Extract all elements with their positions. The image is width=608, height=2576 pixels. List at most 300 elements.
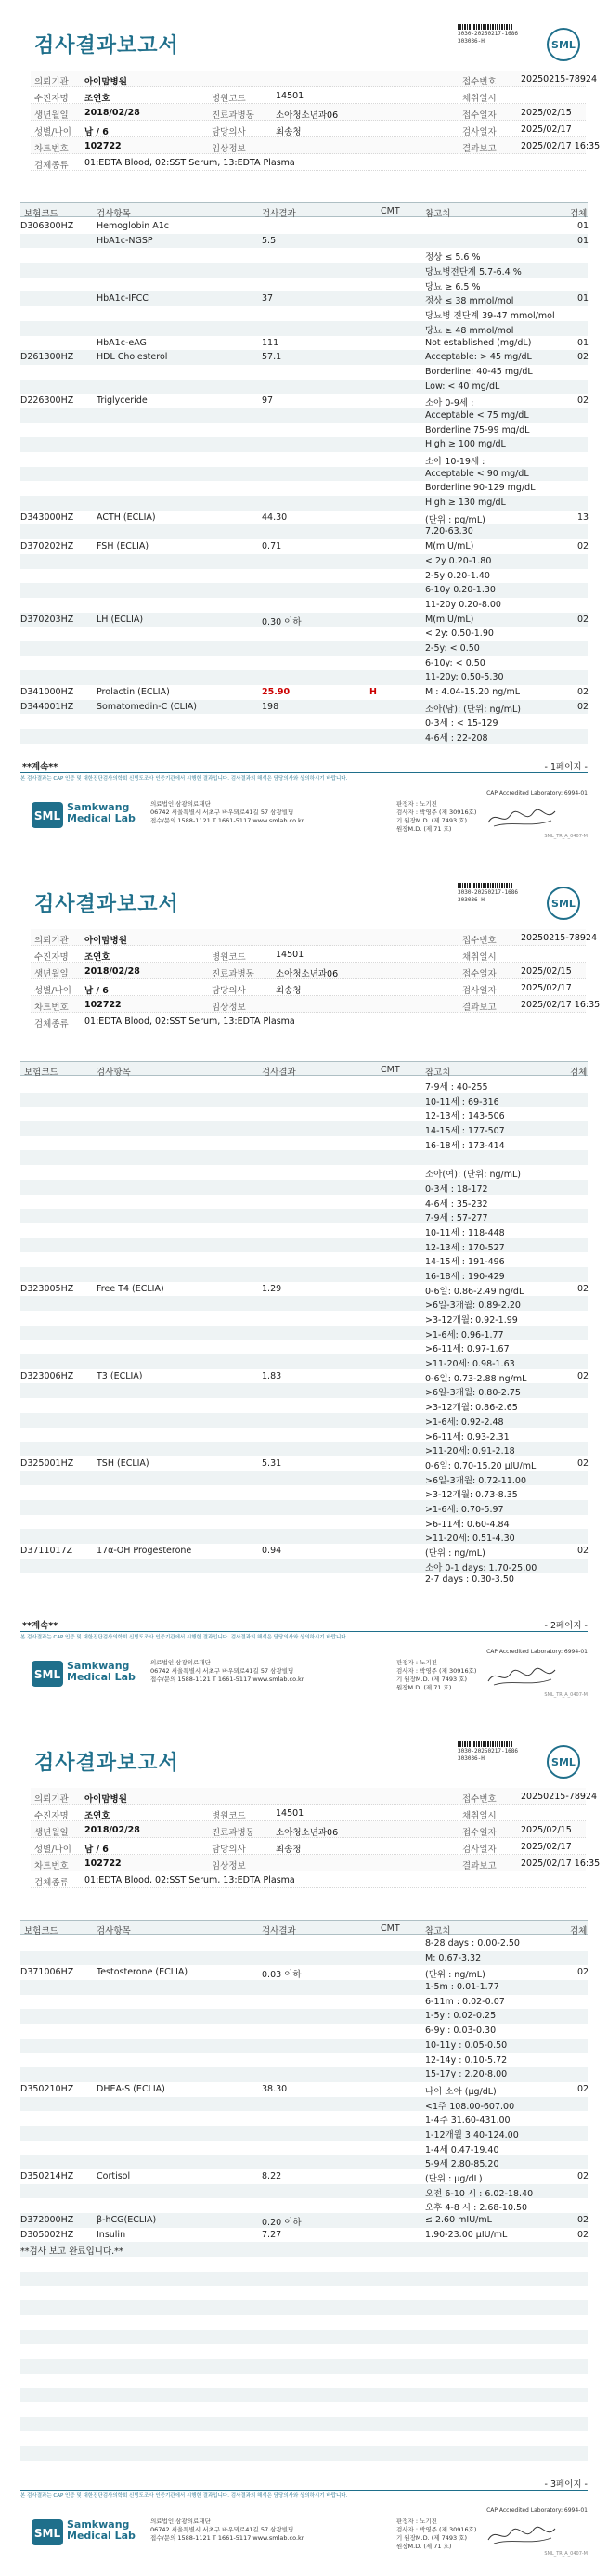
clinical-label: 임상정보: [212, 1003, 246, 1013]
patient-info: [31, 1788, 601, 1888]
reference-range: >6-11세: 0.97-1.67: [425, 1344, 510, 1355]
test-result: 0.71: [262, 541, 282, 552]
reference-range: 15-17y : 2.20-8.00: [425, 2069, 508, 2080]
signature-icon: [485, 806, 559, 830]
table-row: [20, 2286, 588, 2301]
reference-range: Acceptable < 90 mg/dL: [425, 468, 529, 479]
table-row: [20, 1340, 588, 1354]
result-label: 결과보고: [462, 1861, 497, 1871]
table-row: [20, 437, 588, 452]
svg-text:SML: SML: [33, 809, 61, 822]
table-row: [20, 2272, 588, 2286]
brand-line1: Samkwang: [67, 801, 130, 813]
table-row: [20, 2300, 588, 2315]
reference-range: 소아 0-1 days: 1.70-25.00: [425, 1562, 537, 1573]
table-row: [20, 2155, 588, 2169]
reference-range: 11-20y: 0.50-5.30: [425, 672, 504, 683]
results-table-header: [20, 1061, 588, 1076]
col-cmt: CMT: [381, 1923, 400, 1934]
dob-value: 2018/02/28: [84, 966, 140, 977]
reference-range: 나이 소아 (μg/dL): [425, 2086, 497, 2097]
dept-label: 진료과병동: [212, 969, 254, 979]
sign-line4: 원장M.D. (제 71 호): [396, 825, 452, 833]
addr-line2: 06742 서울특별시 서초구 바우뫼로41길 57 삼광빌딩: [150, 809, 294, 816]
accession-label: 접수번호: [462, 77, 497, 87]
reference-range: 12-13세 : 143-506: [425, 1111, 505, 1122]
specimen-code: 02: [577, 1370, 589, 1381]
table-row: [20, 2402, 588, 2417]
test-name: DHEA-S (ECLIA): [97, 2083, 165, 2094]
sml-logo-icon: SML: [547, 887, 580, 920]
footer-signers: [396, 1659, 476, 1692]
table-row: [20, 1180, 588, 1195]
dob-value: 2018/02/28: [84, 108, 140, 118]
footer-address: [150, 1659, 304, 1684]
table-row: [20, 2097, 588, 2112]
table-row: [20, 1223, 588, 1238]
specimen-value: 01:EDTA Blood, 02:SST Serum, 13:EDTA Plasma: [84, 1016, 295, 1027]
hospcode-value: 14501: [276, 91, 304, 101]
barcode-line2: 303036-H: [458, 897, 485, 903]
hospcode-label: 병원코드: [212, 952, 246, 963]
reference-range: (단위 : ng/mL): [425, 1970, 485, 1981]
org-value: 아이맘병원: [84, 936, 127, 946]
reference-range: >6일-3개월: 0.80-2.75: [425, 1388, 521, 1399]
info-row: [31, 104, 586, 121]
table-row: [20, 2126, 588, 2141]
sign-line4: 원장M.D. (제 71 호): [396, 1684, 452, 1691]
table-row: [20, 291, 588, 306]
table-row: [20, 219, 588, 234]
col-cmt: CMT: [381, 206, 400, 216]
barcode-line2: 303036-H: [458, 38, 485, 45]
org-label: 의뢰기관: [34, 936, 69, 946]
test-result: 37: [262, 293, 274, 304]
table-row: [20, 1136, 588, 1151]
table-row: [20, 2359, 588, 2374]
sign-line3: 기 원장M.D. (제 7493 호): [396, 1676, 468, 1683]
reference-range: 0-6일: 0.86-2.49 ng/dL: [425, 1286, 524, 1297]
doctor-label: 담당의사: [212, 1845, 246, 1855]
brand-line1: Samkwang: [67, 2518, 130, 2531]
table-row: [20, 496, 588, 511]
table-row: [20, 1965, 588, 1980]
dob-label: 생년월일: [34, 110, 69, 121]
reference-range: 16-18세 : 190-429: [425, 1271, 505, 1282]
report-title: 검사결과보고서: [34, 893, 179, 916]
reference-range: 0-6일: 0.73-2.88 ng/mL: [425, 1373, 527, 1384]
reference-range: 1-4주 31.60-431.00: [425, 2116, 511, 2127]
collect-label: 채취일시: [462, 1811, 497, 1821]
table-row: [20, 1398, 588, 1413]
reference-range: 오후 4-8 시 : 2.68-10.50: [425, 2203, 528, 2214]
dept-value: 소아청소년과06: [276, 969, 339, 979]
chart-label: 차트번호: [34, 1861, 69, 1871]
barcode-bars: [458, 24, 513, 30]
test-result: 0.30 이하: [262, 616, 302, 628]
reference-range: 14-15세 : 177-507: [425, 1126, 505, 1137]
test-name: Prolactin (ECLIA): [97, 687, 170, 697]
dob-value: 2018/02/28: [84, 1825, 140, 1835]
table-row: [20, 1951, 588, 1966]
recv-label: 접수일자: [462, 1828, 497, 1838]
specimen-code: 02: [577, 1546, 589, 1556]
reference-range: Acceptable: > 45 mg/dL: [425, 352, 532, 363]
test-name: Insulin: [97, 2229, 126, 2240]
info-row: [31, 1855, 601, 1871]
test-result: 111: [262, 337, 279, 348]
collect-label: 채취일시: [462, 952, 497, 963]
reference-range: 소아(여): (단위: ng/mL): [425, 1170, 521, 1181]
info-row: [31, 1838, 586, 1855]
org-label: 의뢰기관: [34, 77, 69, 87]
sign-line1: 판정자 : 노기진: [396, 1659, 437, 1666]
table-row: [20, 2024, 588, 2039]
specimen-code: 02: [577, 614, 589, 625]
reference-range: (단위 : ng/mL): [425, 1548, 485, 1559]
dob-label: 생년월일: [34, 1828, 69, 1838]
test-result: 57.1: [262, 352, 282, 363]
patient-value: 조연호: [84, 94, 110, 104]
test-code: D343000HZ: [20, 511, 74, 523]
addr-line3: 접수/문의 1588-1121 T 1661-5117 www.smlab.co.kr: [150, 2534, 304, 2542]
org-label: 의뢰기관: [34, 1794, 69, 1805]
test-name: Free T4 (ECLIA): [97, 1283, 164, 1294]
svg-text:SML: SML: [33, 2527, 61, 2540]
reference-range: High ≥ 100 mg/dL: [425, 439, 506, 450]
results-table-header: [20, 1920, 588, 1935]
reference-range: 5-9세 2.80-85.20: [425, 2159, 499, 2170]
table-row: [20, 2009, 588, 2024]
reference-range: 1-5y : 0.02-0.25: [425, 2011, 497, 2022]
barcode-line1: 3030-20250217-1686: [458, 889, 519, 896]
table-row: [20, 2053, 588, 2068]
reference-range: >11-20세: 0.98-1.63: [425, 1359, 515, 1370]
sign-line3: 기 원장M.D. (제 7493 호): [396, 2534, 468, 2542]
table-row: [20, 481, 588, 496]
specimen-code: 02: [577, 352, 589, 363]
table-row: [20, 1515, 588, 1530]
table-row: [20, 583, 588, 598]
reference-range: >1-6세: 0.70-5.97: [425, 1504, 504, 1515]
footer-address: [150, 2518, 304, 2543]
table-row: [20, 1442, 588, 1456]
recv-value: 2025/02/15: [521, 966, 572, 977]
col-ref: 참고치: [425, 209, 451, 219]
reference-range: M(mIU/mL): [425, 541, 474, 552]
barcode-bars: [458, 1741, 513, 1747]
sexage-label: 성별/나이: [34, 127, 71, 137]
table-row: [20, 2082, 588, 2097]
reference-range: 2-5y: < 0.50: [425, 642, 480, 654]
footer-signers: [396, 800, 476, 834]
table-row: [20, 670, 588, 685]
brand-line2: Medical Lab: [67, 2530, 136, 2542]
table-row: [20, 336, 588, 351]
table-row: [20, 2169, 588, 2184]
info-row: [31, 1788, 598, 1805]
specimen-code: 01: [577, 293, 589, 304]
addr-line1: 의료법인 삼광의료재단: [150, 1659, 211, 1666]
brand-line2: Medical Lab: [67, 1671, 136, 1683]
table-row: [20, 2431, 588, 2446]
chart-value: 102722: [84, 1000, 122, 1010]
table-row: [20, 394, 588, 408]
barcode: [458, 24, 518, 45]
info-row: [31, 1805, 586, 1821]
info-row: [31, 1871, 586, 1888]
specimen-code: 01: [577, 337, 589, 348]
brand-line2: Medical Lab: [67, 812, 136, 824]
table-row: [20, 1326, 588, 1340]
col-name: 검사항목: [97, 1926, 131, 1936]
reference-range: >1-6세: 0.92-2.48: [425, 1417, 504, 1428]
report-page: [0, 0, 608, 859]
info-row: [31, 963, 586, 979]
result-label: 결과보고: [462, 144, 497, 154]
reference-range: 7-9세 : 40-255: [425, 1082, 488, 1093]
test-label: 검사일자: [462, 127, 497, 137]
test-code: D226300HZ: [20, 395, 74, 407]
test-code: D350210HZ: [20, 2083, 74, 2094]
org-value: 아이맘병원: [84, 77, 127, 87]
sign-line1: 판정자 : 노기진: [396, 800, 437, 808]
result-label: 결과보고: [462, 1003, 497, 1013]
test-name: HbA1c-NGSP: [97, 235, 153, 246]
table-row: [20, 1354, 588, 1369]
info-row: [31, 71, 598, 87]
page-footer: [20, 2516, 588, 2557]
footer-address: [150, 800, 304, 825]
table-row: [20, 408, 588, 423]
hospcode-label: 병원코드: [212, 94, 246, 104]
chart-label: 차트번호: [34, 1003, 69, 1013]
test-name: FSH (ECLIA): [97, 541, 149, 552]
test-code: D261300HZ: [20, 352, 74, 363]
reference-range: 11-20y 0.20-8.00: [425, 599, 501, 610]
sml-footer-logo-icon: [32, 802, 63, 828]
barcode-line1: 3030-20250217-1686: [458, 31, 519, 37]
doctor-value: 최송청: [276, 986, 302, 996]
report-page: [0, 859, 608, 1717]
reference-range: Borderline: 40-45 mg/dL: [425, 366, 533, 377]
table-row: [20, 656, 588, 671]
addr-line3: 접수/문의 1588-1121 T 1661-5117 www.smlab.co.kr: [150, 1676, 304, 1683]
specimen-code: 02: [577, 2171, 589, 2181]
table-row: [20, 1369, 588, 1384]
sexage-label: 성별/나이: [34, 1845, 71, 1855]
signature-icon: [485, 1664, 559, 1689]
collect-label: 채취일시: [462, 94, 497, 104]
reference-range: >6-11세: 0.60-4.84: [425, 1519, 510, 1530]
table-row: [20, 1252, 588, 1267]
col-specimen: 검체: [570, 209, 588, 219]
results-table-body: [20, 1078, 588, 1587]
reference-range: >1-6세: 0.96-1.77: [425, 1329, 504, 1340]
info-row: [31, 1013, 586, 1029]
table-row: [20, 714, 588, 729]
reference-range: 0-3세 : 18-172: [425, 1184, 488, 1195]
table-row: [20, 1282, 588, 1297]
addr-line2: 06742 서울특별시 서초구 바우뫼로41길 57 삼광빌딩: [150, 2526, 294, 2533]
sign-line4: 원장M.D. (제 71 호): [396, 2543, 452, 2550]
reference-range: 4-6세 : 22-208: [425, 733, 488, 744]
reference-range: 10-11y : 0.05-0.50: [425, 2039, 508, 2051]
col-name: 검사항목: [97, 209, 131, 219]
test-result: 44.30: [262, 511, 288, 523]
dept-value: 소아청소년과06: [276, 110, 339, 121]
barcode-bars: [458, 883, 513, 888]
reference-range: 8-28 days : 0.00-2.50: [425, 1938, 520, 1948]
col-name: 검사항목: [97, 1068, 131, 1078]
table-row: [20, 1165, 588, 1180]
table-row: [20, 1383, 588, 1398]
table-row: [20, 321, 588, 336]
test-code: **검사 보고 완료입니다.**: [20, 2246, 123, 2258]
recv-label: 접수일자: [462, 969, 497, 979]
table-row: [20, 2198, 588, 2213]
table-row: [20, 306, 588, 321]
table-row: [20, 524, 588, 539]
table-row: [20, 685, 588, 700]
specimen-code: 02: [577, 395, 589, 407]
info-row: [31, 996, 601, 1013]
sexage-value: 남 / 6: [84, 127, 109, 137]
test-code: D372000HZ: [20, 2215, 74, 2226]
info-row: [31, 929, 598, 946]
reference-range: Borderline 90-129 mg/dL: [425, 483, 536, 494]
sign-line3: 기 원장M.D. (제 7493 호): [396, 817, 468, 824]
table-row: [20, 569, 588, 584]
table-row: [20, 1107, 588, 1121]
table-row: [20, 2374, 588, 2388]
reference-range: 14-15세 : 191-496: [425, 1257, 505, 1268]
continue-marker: **계속**: [22, 762, 58, 772]
table-row: [20, 365, 588, 380]
sexage-value: 남 / 6: [84, 1845, 109, 1855]
hospcode-value: 14501: [276, 1808, 304, 1819]
col-specimen: 검체: [570, 1926, 588, 1936]
specimen-label: 검체종류: [34, 1019, 69, 1029]
test-name: 17α-OH Progesterone: [97, 1546, 192, 1556]
test-result: 97: [262, 395, 274, 407]
table-row: [20, 1936, 588, 1951]
reference-range: >3-12개월: 0.92-1.99: [425, 1315, 518, 1326]
page-footer: [20, 798, 588, 839]
chart-value: 102722: [84, 141, 122, 151]
specimen-code: 02: [577, 2083, 589, 2094]
table-row: [20, 1209, 588, 1223]
specimen-label: 검체종류: [34, 1878, 69, 1888]
recv-value: 2025/02/15: [521, 108, 572, 118]
table-row: [20, 641, 588, 656]
test-value: 2025/02/17: [521, 983, 572, 993]
reference-range: 1-4세 0.47-19.40: [425, 2144, 499, 2155]
dept-label: 진료과병동: [212, 1828, 254, 1838]
table-row: [20, 2039, 588, 2053]
result-value: 2025/02/17 16:35: [521, 1858, 601, 1869]
reference-range: 12-14y : 0.10-5.72: [425, 2054, 508, 2065]
table-row: [20, 1456, 588, 1471]
table-row: [20, 700, 588, 715]
accession-label: 접수번호: [462, 936, 497, 946]
table-row: [20, 1267, 588, 1282]
reference-range: >6일-3개월: 0.89-2.20: [425, 1301, 521, 1312]
patient-label: 수진자명: [34, 1811, 69, 1821]
brand-line1: Samkwang: [67, 1660, 130, 1672]
cap-accreditation: CAP Accredited Laboratory: 6994-01: [486, 1649, 588, 1655]
test-result: 0.20 이하: [262, 2218, 302, 2229]
info-row: [31, 1821, 586, 1838]
addr-line1: 의료법인 삼광의료재단: [150, 800, 211, 808]
barcode: [458, 1741, 518, 1763]
org-value: 아이맘병원: [84, 1794, 127, 1805]
patient-info: [31, 929, 601, 1029]
test-code: D370202HZ: [20, 541, 74, 552]
reference-range: 6-9y : 0.03-0.30: [425, 2026, 497, 2037]
barcode-line2: 303036-H: [458, 1755, 485, 1762]
test-code: D371006HZ: [20, 1967, 74, 1978]
specimen-value: 01:EDTA Blood, 02:SST Serum, 13:EDTA Plasma: [84, 158, 295, 168]
test-name: Triglyceride: [97, 395, 148, 407]
svg-text:SML: SML: [33, 1668, 61, 1681]
info-row: [31, 137, 601, 154]
table-row: [20, 380, 588, 395]
table-row: [20, 1471, 588, 1486]
test-code: D370203HZ: [20, 614, 74, 625]
info-row: [31, 121, 586, 137]
sign-line2: 검사자 : 박영주 (제 30916호): [396, 1667, 477, 1675]
reference-range: (단위 : pg/mL): [425, 514, 485, 525]
reference-range: 당뇨병 전단계 39-47 mmol/mol: [425, 311, 555, 322]
table-row: [20, 1150, 588, 1165]
footer-signers: [396, 2518, 476, 2551]
table-row: [20, 234, 588, 249]
footer-warning: 본 검사결과는 CAP 인증 및 대한진단검사의학회 신빙도조사 인증기관에서 시행한 결과입니다. 검사결과의 해석은 담당의사와 상의하시기 바랍니다.: [20, 772, 588, 782]
clinical-label: 임상정보: [212, 144, 246, 154]
table-row: [20, 1485, 588, 1500]
reference-range: 7.20-63.30: [425, 526, 473, 537]
test-code: D3711017Z: [20, 1546, 73, 1556]
sml-logo-icon: SML: [547, 1745, 580, 1779]
sign-line1: 판정자 : 노기진: [396, 2518, 437, 2525]
reference-range: 2-5y 0.20-1.40: [425, 570, 490, 581]
test-name: ACTH (ECLIA): [97, 511, 156, 523]
col-code: 보험코드: [24, 209, 58, 219]
col-code: 보험코드: [24, 1068, 58, 1078]
table-row: [20, 2228, 588, 2243]
table-row: [20, 2344, 588, 2359]
test-name: HbA1c-IFCC: [97, 293, 149, 304]
test-label: 검사일자: [462, 1845, 497, 1855]
clinical-label: 임상정보: [212, 1861, 246, 1871]
sign-line2: 검사자 : 박영주 (제 30916호): [396, 2526, 477, 2533]
test-name: TSH (ECLIA): [97, 1457, 149, 1469]
table-row: [20, 1195, 588, 1210]
specimen-label: 검체종류: [34, 161, 69, 171]
addr-line2: 06742 서울특별시 서초구 바우뫼로41길 57 삼광빌딩: [150, 1667, 294, 1675]
table-row: [20, 1121, 588, 1136]
dob-label: 생년월일: [34, 969, 69, 979]
reference-range: 7-9세 : 57-277: [425, 1213, 488, 1224]
continue-marker: **계속**: [22, 1621, 58, 1631]
reference-range: 16-18세 : 173-414: [425, 1140, 505, 1151]
reference-range: 1-12개월 3.40-124.00: [425, 2129, 519, 2141]
table-row: [20, 511, 588, 525]
col-cmt: CMT: [381, 1065, 400, 1075]
col-ref: 참고치: [425, 1926, 451, 1936]
test-name: HDL Cholesterol: [97, 352, 168, 363]
